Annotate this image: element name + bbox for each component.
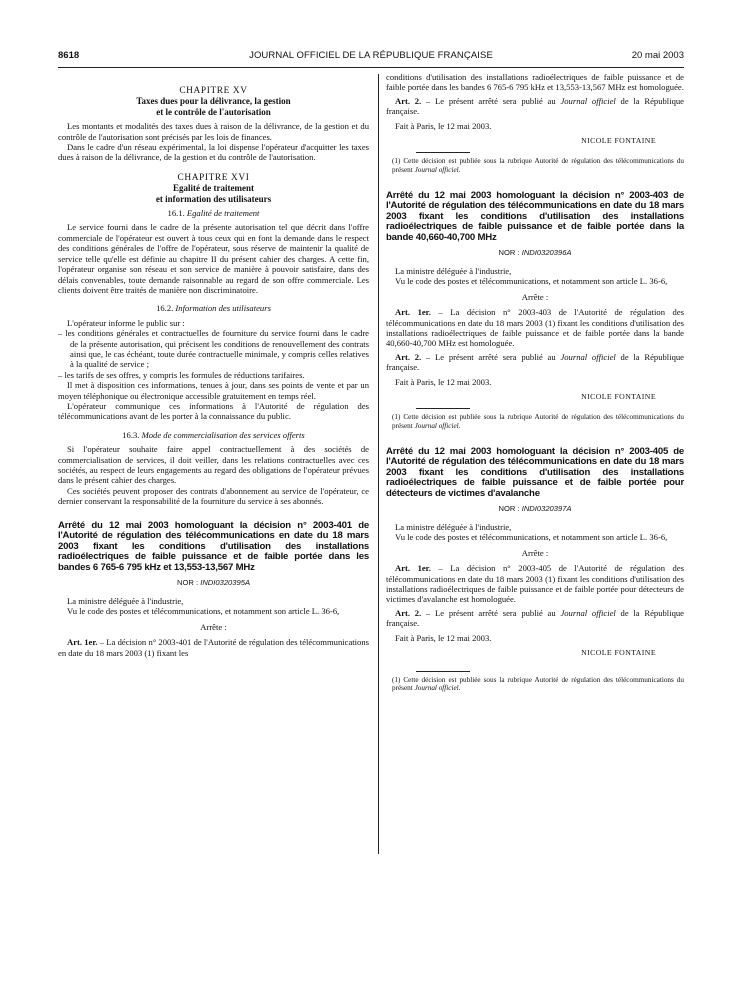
- journal-reference: Journal officiel: [560, 607, 616, 618]
- arrete-label: Arrête :: [200, 621, 227, 632]
- footnote: [386, 676, 684, 693]
- decree-1-nor: [58, 578, 369, 588]
- paragraph: Vu le code des postes et télécommunications, et notamment son article L. 36-6,: [395, 276, 668, 287]
- article-label: Art. 1er.: [395, 563, 431, 574]
- article-text: – La décision n° 2003-401 de l'Autorité de régulation des télécommunications en date du 18 mars 2003 (1) fixant les: [58, 637, 369, 658]
- paragraph: L'opérateur informe le public sur :: [67, 317, 185, 328]
- signature: NICOLE FONTAINE: [581, 136, 656, 146]
- journal-reference: Journal officiel: [560, 351, 616, 362]
- decree-3-title: Arrêté du 12 mai 2003 homologuant la décision n° 2003-405 de l'Autorité de régulation des télécommunications en date du 18 mars 2003 fixant les conditions d'utilisation des installations radioélectriques de faible puissance et de faible portée pour détecteurs de victimes d'avalanche: [386, 445, 684, 500]
- decree-1-title: Arrêté du 12 mai 2003 homologuant la décision n° 2003-401 de l'Autorité de régulation des télécommunications en date du 18 mars 2003 fixant les conditions d'utilisation des installations radioélectriques de faible puissance et de faible portée dans les bandes 6 765-6 795 kHz et 13,553-13,567 MHz: [58, 519, 369, 573]
- signature: NICOLE FONTAINE: [581, 648, 656, 658]
- article-text: de la République française.: [386, 95, 684, 117]
- article-label: Art. 1er.: [395, 307, 431, 318]
- paragraph: Ces sociétés peuvent proposer des contrats d'abonnement au service de l'opérateur, ce dernier conservant la responsabilité de la fourniture du service à ses abonnés.: [58, 485, 369, 507]
- footnote: [386, 157, 684, 174]
- paragraph: La ministre déléguée à l'industrie,: [395, 266, 512, 276]
- signing-place-date: Fait à Paris, le 12 mai 2003.: [395, 632, 492, 643]
- decree-2-title: Arrêté du 12 mai 2003 homologuant la décision n° 2003-403 de l'Autorité de régulation des télécommunications en date du 18 mars 2003 fixant les conditions d'utilisation des installations radioélectriques de faible puissance et de faible portée dans la bande 40,660-40,700 MHz: [386, 189, 684, 243]
- footnote-text: (1) Cette décision est publiée sous la rubrique Autorité de régulation des télécommunications du présent: [392, 413, 684, 431]
- journal-title: JOURNAL OFFICIEL DE LA RÉPUBLIQUE FRANÇAISE: [249, 50, 493, 61]
- footnote-rule: [416, 671, 470, 672]
- footnote-rule: [416, 152, 470, 153]
- article-2: [386, 608, 684, 629]
- page-header: [58, 50, 684, 64]
- article-label: Art. 2.: [395, 95, 422, 106]
- paragraph: Vu le code des postes et télécommunications, et notamment son article L. 36-6,: [67, 606, 340, 617]
- decree-2-nor: [386, 248, 684, 258]
- column-divider: [378, 74, 379, 854]
- article-text: de la République française.: [386, 607, 684, 629]
- paragraph: Les montants et modalités des taxes dues à raison de la délivrance, de la gestion et du contrôle de l'autorisation sont précisés par les lois de finances.: [58, 121, 369, 142]
- list-item: – les tarifs de ses offres, y compris les formules de réductions tarifaires.: [58, 369, 305, 380]
- article-label: Art. 1er.: [67, 637, 98, 648]
- nor-code: INDI0320397A: [521, 503, 572, 513]
- nor-label: NOR :: [498, 247, 520, 257]
- chapter-15-label: CHAPITRE XV: [179, 86, 248, 96]
- article-1: [386, 563, 684, 605]
- paragraph: Vu le code des postes et télécommunications, et notamment son article L. 36-6,: [395, 532, 668, 543]
- journal-reference: Journal officiel.: [414, 166, 461, 175]
- chapter-16-title-line-1: Egalité de traitement: [173, 183, 254, 194]
- footnote-text: (1) Cette décision est publiée sous la rubrique Autorité de régulation des télécommunications du présent: [392, 675, 684, 693]
- paragraph: La ministre déléguée à l'industrie,: [395, 522, 512, 533]
- section-16-3-heading: [58, 430, 369, 440]
- section-16-1-heading: [58, 208, 369, 218]
- header-divider: [58, 67, 684, 68]
- article-text: – La décision n° 2003-405 de l'Autorité de régulation des télécommunications en date du 18 mars 2003 (1) fixant les conditions d'utilisation des installations radioélectriques de faible puissance et de faible portée pour détecteurs de victimes d'avalanche est homologuée.: [386, 563, 684, 605]
- nor-label: NOR :: [498, 503, 520, 513]
- issue-date: 20 mai 2003: [631, 50, 684, 61]
- section-title: Information des utilisateurs: [175, 303, 271, 314]
- section-title: Egalité de traitement: [186, 208, 260, 219]
- signing-place-date: Fait à Paris, le 12 mai 2003.: [395, 120, 492, 131]
- arrete-label: Arrête :: [521, 291, 549, 302]
- article-text: – Le présent arrêté sera publié au: [421, 607, 561, 618]
- section-number: 16.3.: [122, 429, 140, 440]
- arrete-label: Arrête :: [521, 547, 549, 558]
- journal-reference: Journal officiel.: [414, 422, 461, 431]
- journal-reference: Journal officiel.: [414, 684, 461, 693]
- paragraph: Dans le cadre d'un réseau expérimental, la loi dispense l'opérateur d'acquitter les taxes dues à raison de la délivrance, de la gestion et du contrôle de l'autorisation.: [58, 142, 369, 163]
- article-1: [386, 307, 684, 349]
- paragraph: conditions d'utilisation des installations radioélectriques de faible puissance et de faible portée dans les bandes 6 765-6 795 kHz et 13,553-13,567 MHz est homologuée.: [386, 72, 684, 93]
- left-column: [58, 76, 369, 658]
- list-item: – les conditions générales et contractuelles de fourniture du service fourni dans le cadre de la présente autorisation, qui précisent les conditions de renouvellement des contrats ainsi que, le cas échéant, toute durée contractuelle minimale, y compris celles relatives à la qualité de service ;: [58, 328, 369, 370]
- nor-code: INDI0320395A: [200, 577, 251, 587]
- nor-code: INDI0320396A: [521, 247, 572, 257]
- article-text: – Le présent arrêté sera publié au: [421, 351, 561, 362]
- section-16-2-heading: [58, 303, 369, 313]
- article-2: [386, 96, 684, 117]
- decree-3-nor: [386, 504, 684, 514]
- paragraph: L'opérateur communique ces informations à l'Autorité de régulation des télécommunications avant de les porter à la connaissance du public.: [58, 400, 369, 422]
- paragraph: Le service fourni dans le cadre de la présente autorisation tel que décrit dans l'offre commerciale de l'opérateur est ouvert à tous ceux qui en font la demande dans le respect des conditions générales de l'offre de l'opérateur, sous réserve de maintenir la qualité de service telle qu'elle est définie au chapitre II du présent cahier des charges. A cette fin, l'opérateur organise son réseau et son service de manière à pouvoir satisfaire, dans des délais convenables, toute demande raisonnable au regard de son offre commerciale. Les clients doivent être traités de manière non discriminatoire.: [58, 222, 369, 295]
- article-text: – Le présent arrêté sera publié au: [421, 95, 561, 106]
- section-number: 16.1.: [167, 208, 185, 219]
- chapter-16-title: [58, 183, 369, 204]
- article-label: Art. 2.: [395, 351, 422, 362]
- article-text: de la République française.: [386, 351, 684, 373]
- article-2: [386, 352, 684, 373]
- footnote: [386, 413, 684, 430]
- right-column: [386, 72, 684, 693]
- chapter-16-label: CHAPITRE XVI: [177, 172, 250, 183]
- section-number: 16.2.: [156, 303, 174, 314]
- article-label: Art. 2.: [395, 607, 422, 618]
- signing-place-date: Fait à Paris, le 12 mai 2003.: [395, 376, 492, 387]
- journal-reference: Journal officiel: [560, 95, 616, 106]
- chapter-15-title-line-1: Taxes dues pour la délivrance, la gestion: [136, 96, 291, 107]
- chapter-16-title-line-2: et information des utilisateurs: [155, 193, 272, 204]
- chapter-15-title: [58, 96, 369, 117]
- footnote-text: (1) Cette décision est publiée sous la rubrique Autorité de régulation des télécommunications du présent: [392, 157, 684, 175]
- article-text: – La décision n° 2003-403 de l'Autorité de régulation des télécommunications en date du 18 mars 2003 (1) fixant les conditions d'utilisation des installations radioélectriques de faible puissance et de faible portée dans la bande 40,660-40,700 MHz est homologuée.: [386, 307, 684, 349]
- footnote-rule: [416, 408, 470, 409]
- paragraph: Si l'opérateur souhaite faire appel contractuellement à des sociétés de commercialisation de services, il doit veiller, dans les relations contractuelles avec ces sociétés, au respect de leurs engagements au regard des obligations de l'opérateur prévues dans le présent cahier des charges.: [58, 444, 369, 486]
- article-1: [58, 637, 369, 658]
- page-number: 8618: [58, 50, 80, 61]
- paragraph: Il met à disposition ces informations, tenues à jour, dans ses points de vente et par un moyen téléphonique ou électronique accessible gratuitement en temps réel.: [58, 380, 369, 401]
- chapter-15-title-line-2: et le contrôle de l'autorisation: [156, 106, 271, 117]
- nor-label: NOR :: [176, 577, 199, 587]
- signature: NICOLE FONTAINE: [581, 392, 656, 402]
- section-title: Mode de commercialisation des services offerts: [141, 429, 305, 440]
- paragraph: La ministre déléguée à l'industrie,: [67, 596, 184, 606]
